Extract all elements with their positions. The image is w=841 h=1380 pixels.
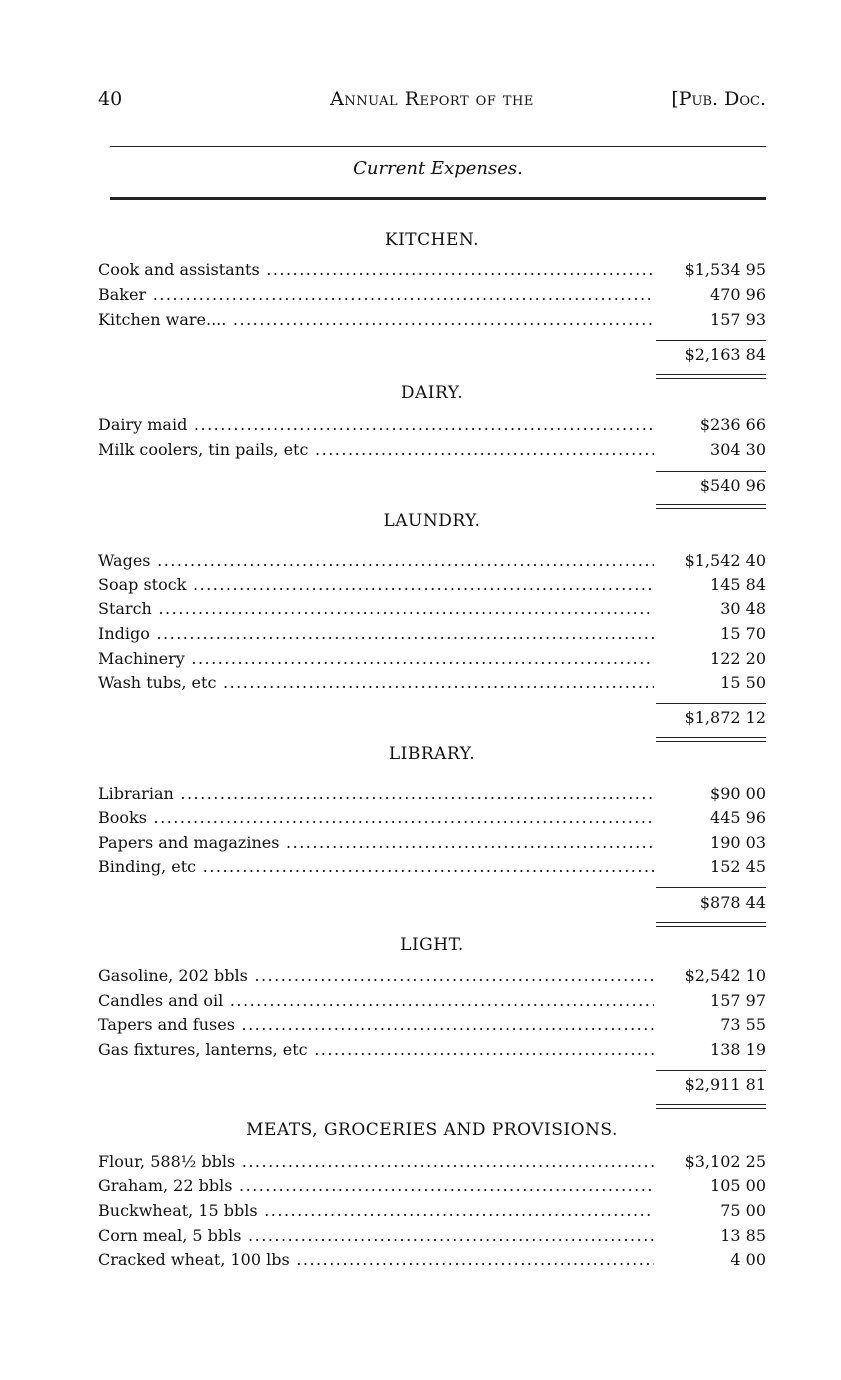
- expense-row: [98, 673, 766, 697]
- expense-amount: 157 97: [710, 991, 766, 1010]
- section-heading: LIBRARY.: [388, 744, 476, 764]
- expense-label: Milk coolers, tin pails, etc .....: [98, 440, 654, 459]
- expense-label: Soap stock .....: [98, 575, 654, 594]
- total-double-rule: [656, 737, 766, 742]
- expense-label: Indigo .....: [98, 624, 654, 643]
- expense-label: Librarian .....: [98, 784, 654, 803]
- expense-row: [98, 310, 766, 334]
- expense-amount: 15 70: [720, 624, 766, 643]
- expense-amount: $1,534 95: [684, 260, 766, 279]
- total-double-rule: [656, 922, 766, 927]
- expense-row: [98, 575, 766, 599]
- page-number: 40: [98, 88, 123, 110]
- subtotal-rule: [656, 887, 766, 888]
- subtotal-rule: [656, 703, 766, 704]
- expense-amount: 105 00: [710, 1176, 766, 1195]
- section-total: $878 44: [699, 893, 766, 912]
- expense-amount: 75 00: [720, 1201, 766, 1220]
- expense-amount: $3,102 25: [684, 1152, 766, 1171]
- subtotal-rule: [656, 471, 766, 472]
- expense-label: Books .....: [98, 808, 654, 827]
- section-heading: KITCHEN.: [384, 230, 480, 250]
- expense-label: Dairy maid .....: [98, 415, 654, 434]
- expense-amount: $1,542 40: [684, 551, 766, 570]
- expense-amount: 304 30: [710, 440, 766, 459]
- expense-row: [98, 1176, 766, 1200]
- section-heading: MEATS, GROCERIES AND PROVISIONS.: [246, 1120, 618, 1140]
- expense-row: [98, 1201, 766, 1225]
- total-double-rule: [656, 374, 766, 379]
- total-double-rule: [656, 504, 766, 509]
- expense-amount: $90 00: [710, 784, 766, 803]
- expense-label: Buckwheat, 15 bbls .....: [98, 1201, 654, 1220]
- expense-label: Wages .....: [98, 551, 654, 570]
- expense-label: Tapers and fuses .....: [98, 1015, 654, 1034]
- expense-label: Candles and oil .....: [98, 991, 654, 1010]
- section-total: $2,911 81: [684, 1075, 766, 1094]
- expense-amount: 30 48: [720, 599, 766, 618]
- expense-row: [98, 857, 766, 881]
- expense-label: Gas fixtures, lanterns, etc .....: [98, 1040, 654, 1059]
- expense-amount: 190 03: [710, 833, 766, 852]
- expense-row: [98, 551, 766, 575]
- expense-amount: 13 85: [720, 1226, 766, 1245]
- expense-label: Flour, 588½ bbls .....: [98, 1152, 654, 1171]
- expense-amount: 138 19: [710, 1040, 766, 1059]
- expense-amount: 145 84: [710, 575, 766, 594]
- expense-row: [98, 966, 766, 990]
- subtotal-rule: [656, 1070, 766, 1071]
- expense-row: [98, 599, 766, 623]
- expense-row: [98, 1152, 766, 1176]
- expense-row: [98, 285, 766, 309]
- expense-label: Starch .....: [98, 599, 654, 618]
- subtotal-rule: [656, 340, 766, 341]
- total-double-rule: [656, 1104, 766, 1109]
- expense-label: Kitchen ware.... .....: [98, 310, 654, 329]
- expense-row: [98, 808, 766, 832]
- section-heading: LIGHT.: [400, 935, 464, 955]
- expense-row: [98, 649, 766, 673]
- expense-row: [98, 260, 766, 284]
- expense-amount: 445 96: [710, 808, 766, 827]
- expense-label: Graham, 22 bbls .....: [98, 1176, 654, 1195]
- section-subtitle: Current Expenses.: [353, 158, 523, 179]
- expense-row: [98, 833, 766, 857]
- expense-row: [98, 991, 766, 1015]
- expense-amount: 122 20: [710, 649, 766, 668]
- subtitle-rule: [110, 197, 766, 200]
- section-heading: DAIRY.: [400, 383, 464, 403]
- expense-amount: 152 45: [710, 857, 766, 876]
- document-reference: [Pub. Doc.: [671, 88, 766, 110]
- expense-label: Papers and magazines .....: [98, 833, 654, 852]
- expense-label: Cracked wheat, 100 lbs .....: [98, 1250, 654, 1269]
- expense-label: Machinery .....: [98, 649, 654, 668]
- expense-row: [98, 415, 766, 439]
- running-header: [98, 88, 766, 118]
- expense-label: Gasoline, 202 bbls .....: [98, 966, 654, 985]
- section-heading: LAUNDRY.: [383, 511, 481, 531]
- expense-row: [98, 440, 766, 464]
- expense-amount: 4 00: [730, 1250, 766, 1269]
- expense-label: Corn meal, 5 bbls .....: [98, 1226, 654, 1245]
- expense-amount: 470 96: [710, 285, 766, 304]
- section-total: $540 96: [699, 476, 766, 495]
- expense-row: [98, 1015, 766, 1039]
- expense-row: [98, 1250, 766, 1274]
- expense-label: Baker .....: [98, 285, 654, 304]
- expense-amount: $2,542 10: [684, 966, 766, 985]
- expense-row: [98, 1040, 766, 1064]
- running-title: Annual Report of the: [330, 88, 534, 110]
- expense-row: [98, 784, 766, 808]
- expense-amount: 15 50: [720, 673, 766, 692]
- section-total: $1,872 12: [684, 708, 766, 727]
- section-total: $2,163 84: [684, 345, 766, 364]
- expense-label: Cook and assistants .....: [98, 260, 654, 279]
- expense-row: [98, 1226, 766, 1250]
- expense-label: Wash tubs, etc .....: [98, 673, 654, 692]
- expense-amount: 73 55: [720, 1015, 766, 1034]
- expense-amount: 157 93: [710, 310, 766, 329]
- expense-row: [98, 624, 766, 648]
- header-rule: [110, 146, 766, 147]
- expense-amount: $236 66: [699, 415, 766, 434]
- expense-label: Binding, etc .....: [98, 857, 654, 876]
